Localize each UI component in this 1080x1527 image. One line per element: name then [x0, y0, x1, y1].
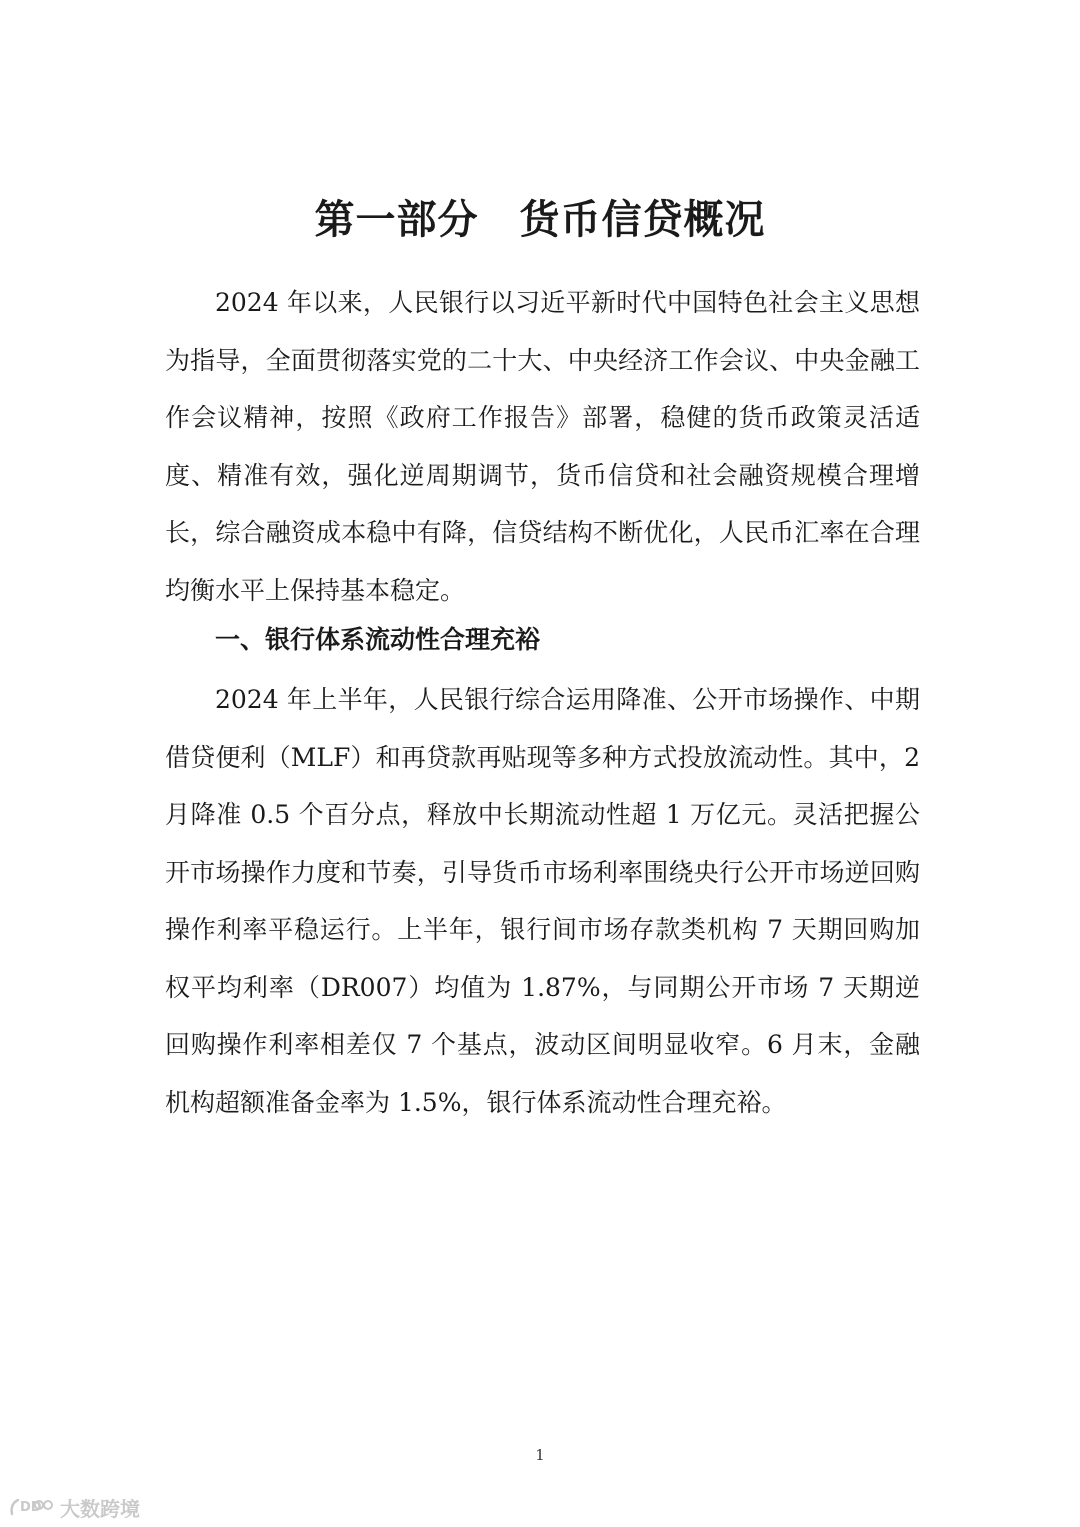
watermark-text: 大数跨境	[60, 1496, 140, 1521]
page-number: 1	[535, 1446, 545, 1464]
intro-paragraph: 2024 年以来，人民银行以习近平新时代中国特色社会主义思想为指导，全面贯彻落实党的二十大、中央经济工作会议、中央金融工作会议精神，按照《政府工作报告》部署，稳健的货币政策灵活适度、精准有效，强化逆周期调节，货币信贷和社会融资规模合理增长，综合融资成本稳中有降，信贷结构不断优化，人民币汇率在合理均衡水平上保持基本稳定。	[165, 288, 920, 605]
brand-logo-icon	[8, 1494, 54, 1520]
section-paragraph: 2024 年上半年，人民银行综合运用降准、公开市场操作、中期借贷便利（MLF）和再贷款再贴现等多种方式投放流动性。其中，2 月降准 0.5 个百分点，释放中长期流动性超 1 万亿元。灵活把握公开市场操作力度和节奏，引导货币市场利率围绕央行公开市场逆回购操作利率平稳运行。上半年，银行间市场存款类机构 7 天期回购加权平均利率（DR007）均值为 1.87%，与同期公开市场 7 天期逆回购操作利率相差仅 7 个基点，波动区间明显收窄。6 月末，金融机构超额准备金率为 1.5%，银行体系流动性合理充裕。	[165, 685, 920, 1117]
section-heading: 一、银行体系流动性合理充裕	[215, 625, 541, 654]
svg-text:DD: DD	[20, 1500, 42, 1515]
page-title: 第一部分 货币信贷概况	[314, 197, 766, 243]
watermark	[8, 1492, 140, 1522]
